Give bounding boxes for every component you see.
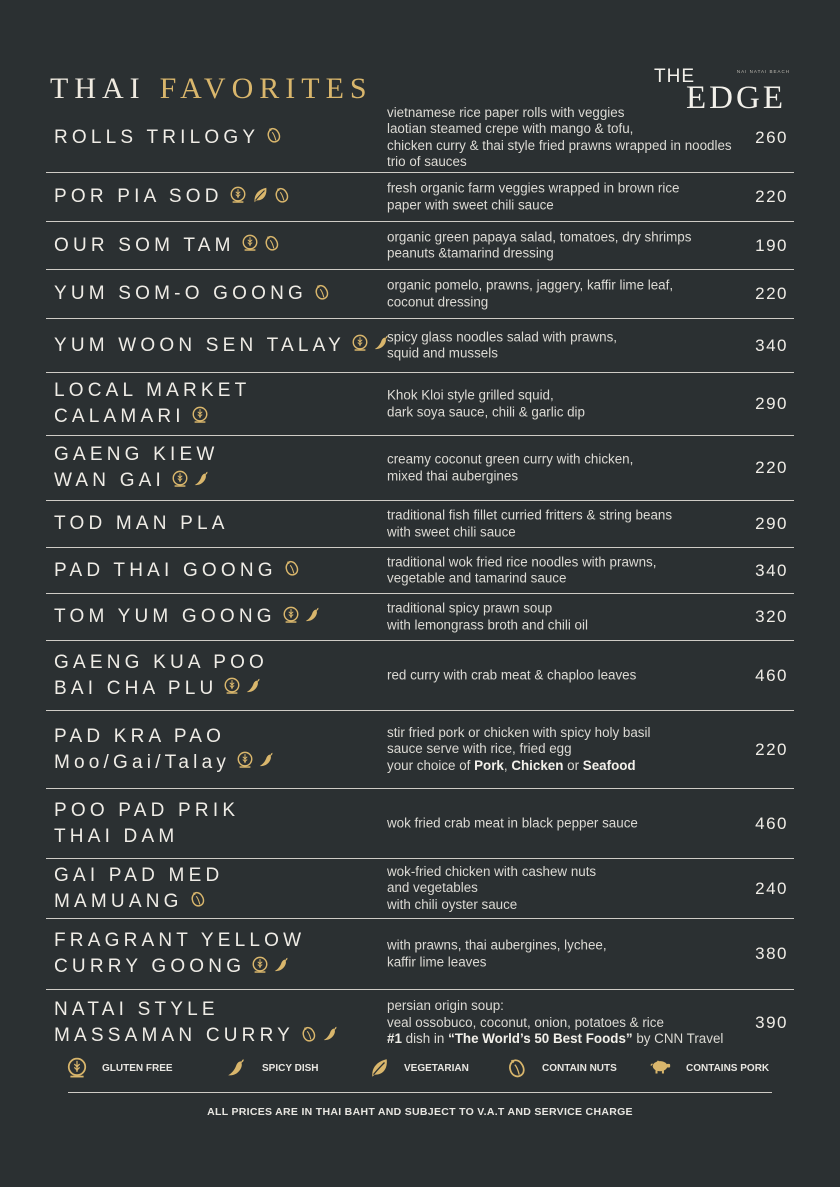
dish-icons	[223, 677, 263, 695]
menu-item	[46, 990, 794, 1056]
nut-icon	[265, 126, 283, 144]
description-line: wok-fried chicken with cashew nuts	[387, 863, 597, 879]
dish-price: 340	[755, 335, 788, 355]
dish-name-text: GAENG KUA POO	[54, 651, 269, 673]
description-line: creamy coconut green curry with chicken,	[387, 451, 634, 467]
menu-item	[46, 222, 794, 270]
dish-name-text: FRAGRANT YELLOW	[54, 930, 306, 951]
chili-icon	[193, 470, 211, 488]
dish-icons	[236, 751, 276, 769]
gluten-free-icon	[66, 1057, 88, 1079]
menu-item	[46, 789, 794, 859]
dish-name	[54, 442, 384, 494]
dish-name-line	[54, 928, 384, 954]
dish-name-line	[54, 184, 384, 210]
description-line: coconut dressing	[387, 294, 489, 309]
dish-name-text: CALAMARI	[54, 406, 185, 427]
chili-icon	[226, 1057, 248, 1079]
dish-name-line	[54, 750, 384, 776]
dish-description	[387, 180, 787, 213]
dish-description	[387, 387, 787, 420]
dish-name-line	[54, 676, 384, 702]
chili-icon	[273, 956, 291, 974]
description-line: #1 dish in “The World’s 50 Best Foods” by CNN Travel	[387, 1031, 724, 1047]
nut-icon	[189, 890, 207, 908]
dish-name-line	[54, 863, 384, 889]
gluten-free-icon	[351, 334, 369, 352]
dish-icons	[313, 283, 331, 301]
dish-name-line	[54, 954, 384, 980]
dish-name-text: CURRY GOONG	[54, 956, 246, 977]
dish-name-text: POO PAD PRIK	[54, 799, 240, 821]
description-line: chicken curry & thai style fried prawns wrapped in noodles	[387, 137, 732, 153]
dish-name-line	[54, 824, 384, 850]
dish-name-text: POR PIA SOD	[54, 186, 223, 207]
description-line: mixed thai aubergines	[387, 468, 519, 483]
description-line: laotian steamed crepe with mango & tofu,	[387, 120, 634, 136]
dish-description	[387, 329, 787, 362]
description-line: with chili oyster sauce	[387, 896, 518, 912]
dish-price: 220	[755, 284, 788, 303]
description-line: traditional fish fillet curried fritters & string beans	[387, 507, 673, 523]
footer-divider	[68, 1092, 772, 1093]
gluten-free-icon	[223, 677, 241, 695]
description-line: veal ossobuco, coconut, onion, potatoes & rice	[387, 1014, 664, 1030]
menu-item	[46, 436, 794, 501]
dish-price: 320	[755, 607, 788, 626]
dish-name-text: PAD KRA PAO	[54, 725, 226, 747]
dish-name-text: PAD THAI GOONG	[54, 559, 277, 581]
logo-the: THE	[654, 66, 695, 87]
dish-name-line	[54, 333, 384, 359]
dish-price: 380	[755, 944, 788, 963]
dish-name-text: LOCAL MARKET	[54, 380, 251, 401]
dish-name-text: BAI CHA PLU	[54, 677, 218, 699]
menu-item	[46, 173, 794, 222]
page-title	[50, 72, 373, 106]
dish-price: 220	[755, 739, 788, 759]
gluten-free-icon	[282, 606, 300, 624]
dish-name-line	[54, 889, 384, 915]
leaf-icon	[251, 186, 269, 204]
menu-item	[46, 373, 794, 436]
menu-item	[46, 859, 794, 919]
dish-name-text: ROLLS TRILOGY	[54, 126, 260, 148]
dish-name-text: GAENG KIEW	[54, 444, 219, 465]
dish-name-line	[54, 997, 384, 1023]
dish-name	[54, 798, 384, 850]
nut-icon	[283, 559, 301, 577]
dish-price: 290	[755, 394, 788, 413]
dish-name-text: THAI DAM	[54, 825, 179, 847]
description-line: with lemongrass broth and chili oil	[387, 617, 588, 632]
legend-item	[226, 1057, 319, 1079]
legend-label: CONTAINS PORK	[686, 1062, 770, 1074]
menu-item	[46, 103, 794, 173]
dish-description	[387, 277, 787, 310]
gluten-free-icon	[191, 406, 209, 424]
logo-edge: EDGE	[686, 80, 786, 116]
description-line: trio of sauces	[387, 154, 467, 170]
nut-icon	[506, 1057, 528, 1079]
dish-price: 460	[755, 665, 788, 685]
dish-name-line	[54, 281, 384, 307]
dish-description	[387, 451, 787, 484]
dish-name	[54, 378, 384, 430]
description-line: and vegetables	[387, 880, 478, 896]
gluten-free-icon	[229, 186, 247, 204]
title-part-2: FAVORITES	[159, 72, 373, 105]
gluten-free-icon	[171, 470, 189, 488]
dish-name-line	[54, 233, 384, 259]
legend-label: VEGETARIAN	[404, 1062, 469, 1074]
gluten-free-icon	[251, 956, 269, 974]
description-line: organic pomelo, prawns, jaggery, kaffir lime leaf,	[387, 277, 674, 293]
dish-description	[387, 667, 787, 684]
description-line: stir fried pork or chicken with spicy holy basil	[387, 724, 651, 740]
dish-description	[387, 725, 787, 775]
dish-icons	[283, 559, 301, 577]
dish-name	[54, 233, 384, 259]
description-line: dark soya sauce, chili & garlic dip	[387, 404, 585, 419]
dish-name	[54, 650, 384, 702]
menu-item	[46, 501, 794, 548]
dish-name-line	[54, 511, 384, 537]
dish-description	[387, 229, 787, 262]
dish-name	[54, 863, 384, 915]
dish-name-text: WAN GAI	[54, 470, 166, 491]
dish-description	[387, 507, 787, 540]
description-line: kaffir lime leaves	[387, 954, 487, 969]
dish-price: 190	[755, 235, 788, 255]
menu-item	[46, 319, 794, 373]
dish-price: 260	[755, 127, 788, 147]
description-line: squid and mussels	[387, 345, 498, 361]
dish-description	[387, 600, 787, 633]
dish-price: 460	[755, 813, 788, 833]
title-part-1: THAI	[50, 72, 146, 105]
dish-name-text: MAMUANG	[54, 890, 183, 912]
chili-icon	[245, 677, 263, 695]
description-line: Khok Kloi style grilled squid,	[387, 387, 554, 403]
chili-icon	[258, 751, 276, 769]
description-line: fresh organic farm veggies wrapped in brown rice	[387, 180, 680, 196]
dish-name-text: Moo/Gai/Talay	[54, 751, 231, 773]
dish-price: 340	[755, 560, 788, 580]
menu-item	[46, 711, 794, 789]
price-note: ALL PRICES ARE IN THAI BAHT AND SUBJECT TO V.A.T AND SERVICE CHARGE	[207, 1106, 633, 1118]
dish-name-text: NATAI STYLE	[54, 999, 219, 1020]
description-line: traditional wok fried rice noodles with prawns,	[387, 553, 657, 569]
chili-icon	[304, 606, 322, 624]
legend-item	[368, 1057, 469, 1079]
dish-name-text: GAI PAD MED	[54, 864, 224, 886]
dish-name-line	[54, 378, 384, 404]
description-line: with prawns, thai aubergines, lychee,	[387, 937, 607, 953]
dish-description	[387, 104, 787, 170]
legend-item	[66, 1057, 173, 1079]
leaf-icon	[368, 1057, 390, 1079]
dish-icons	[282, 606, 322, 624]
dish-description	[387, 998, 787, 1048]
description-line: paper with sweet chili sauce	[387, 197, 554, 212]
dish-name-line	[54, 1023, 384, 1049]
dish-name-text: TOM YUM GOONG	[54, 606, 276, 627]
dish-name-line	[54, 404, 384, 430]
dish-name-line	[54, 798, 384, 824]
nut-icon	[263, 234, 281, 252]
description-line: persian origin soup:	[387, 998, 504, 1014]
dish-name	[54, 724, 384, 776]
dish-name-text: TOD MAN PLA	[54, 513, 229, 534]
logo-tagline: NAI NATAI BEACH	[736, 69, 790, 74]
legend-item	[650, 1057, 769, 1079]
description-line: spicy glass noodles salad with prawns,	[387, 328, 617, 344]
description-line: organic green papaya salad, tomatoes, dry shrimps	[387, 228, 692, 244]
dish-name-line	[54, 468, 384, 494]
description-line: wok fried crab meat in black pepper sauce	[387, 815, 638, 831]
dish-icons	[251, 956, 291, 974]
dish-name	[54, 281, 384, 307]
dish-price: 240	[755, 878, 788, 898]
dish-icons	[189, 890, 207, 908]
dish-name	[54, 604, 384, 630]
legend-item	[506, 1057, 617, 1079]
dish-name-line	[54, 650, 384, 676]
legend-label: GLUTEN FREE	[102, 1062, 173, 1074]
description-line: with sweet chili sauce	[387, 524, 516, 539]
nut-icon	[300, 1025, 318, 1043]
nut-icon	[313, 283, 331, 301]
dish-description	[387, 937, 787, 970]
description-line: vietnamese rice paper rolls with veggies	[387, 104, 625, 120]
dish-name-line	[54, 604, 384, 630]
dish-icons	[300, 1025, 340, 1043]
dish-price: 390	[755, 1013, 788, 1032]
menu-item	[46, 548, 794, 594]
dish-icons	[171, 470, 211, 488]
description-line: peanuts &tamarind dressing	[387, 245, 554, 261]
menu-list	[46, 103, 794, 1056]
dish-description	[387, 864, 787, 914]
menu-item	[46, 641, 794, 711]
dish-name-text: YUM SOM-O GOONG	[54, 283, 307, 304]
dish-name	[54, 125, 384, 151]
dish-name	[54, 558, 384, 584]
dish-name	[54, 997, 384, 1049]
dish-price: 220	[755, 458, 788, 477]
icon-legend	[66, 1054, 796, 1082]
dish-price: 290	[755, 514, 788, 533]
dish-icons	[265, 126, 283, 144]
dish-icons	[191, 406, 209, 424]
description-line: vegetable and tamarind sauce	[387, 570, 567, 586]
dish-name	[54, 333, 384, 359]
gluten-free-icon	[236, 751, 254, 769]
description-line: your choice of Pork, Chicken or Seafood	[387, 757, 636, 773]
nut-icon	[273, 186, 291, 204]
pig-icon	[650, 1057, 672, 1079]
dish-name-line	[54, 724, 384, 750]
dish-price: 220	[755, 187, 788, 206]
dish-name-text: OUR SOM TAM	[54, 234, 235, 256]
legend-label: SPICY DISH	[262, 1062, 319, 1074]
gluten-free-icon	[241, 234, 259, 252]
menu-item	[46, 594, 794, 641]
dish-description	[387, 554, 787, 587]
dish-icons	[229, 186, 291, 204]
dish-name-text: YUM WOON SEN TALAY	[54, 334, 345, 356]
dish-name	[54, 511, 384, 537]
dish-name-line	[54, 442, 384, 468]
menu-item	[46, 919, 794, 990]
description-line: traditional spicy prawn soup	[387, 600, 553, 616]
dish-description	[387, 815, 787, 832]
dish-name	[54, 928, 384, 980]
dish-name	[54, 184, 384, 210]
dish-name-text: MASSAMAN CURRY	[54, 1025, 295, 1046]
legend-label: CONTAIN NUTS	[542, 1062, 617, 1074]
description-line: sauce serve with rice, fried egg	[387, 741, 572, 757]
chili-icon	[322, 1025, 340, 1043]
dish-icons	[351, 334, 391, 352]
dish-name-line	[54, 558, 384, 584]
description-line: red curry with crab meat & chaploo leaves	[387, 667, 637, 683]
menu-item	[46, 270, 794, 319]
dish-name-line	[54, 125, 384, 151]
dish-icons	[241, 234, 281, 252]
